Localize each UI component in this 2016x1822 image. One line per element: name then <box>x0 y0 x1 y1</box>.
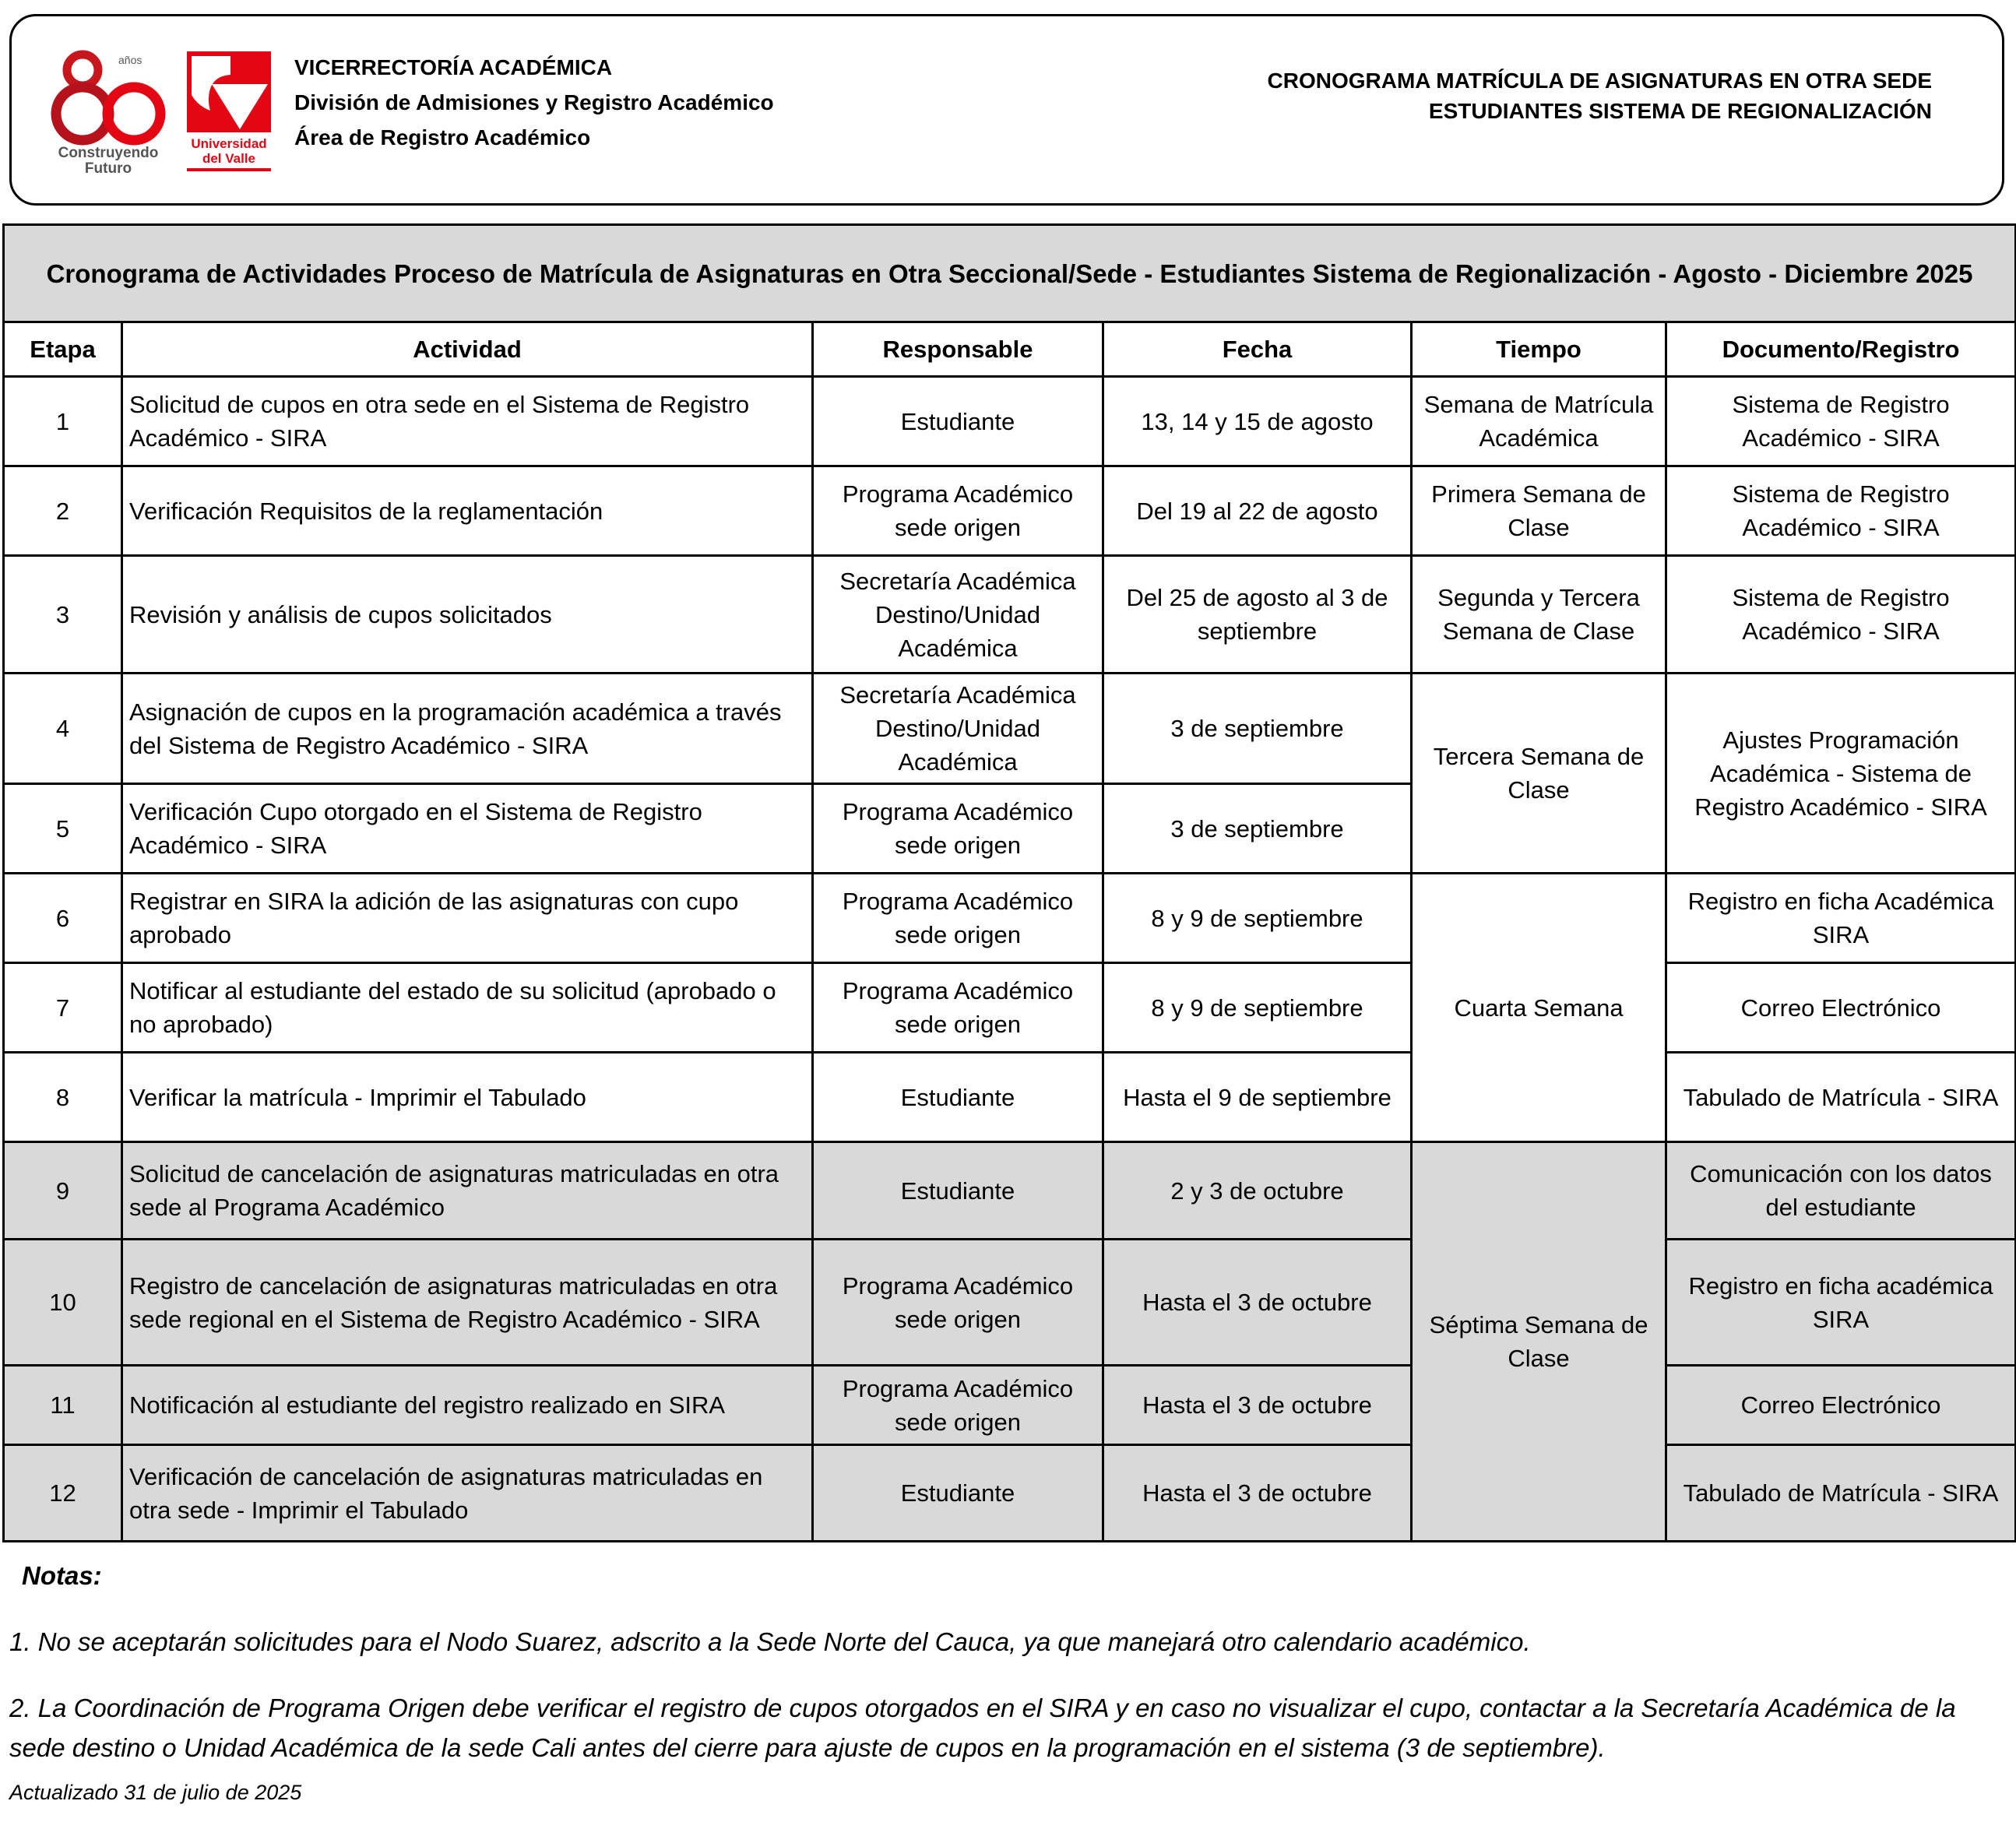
fecha-cell: Del 19 al 22 de agosto <box>1103 466 1412 556</box>
universidad-del-valle-logo <box>187 51 271 173</box>
etapa-cell: 1 <box>4 377 122 466</box>
etapa-cell: 7 <box>4 963 122 1053</box>
table-row <box>4 674 2016 784</box>
responsable-cell: Programa Académico sede origen <box>813 1240 1103 1366</box>
actividad-cell: Notificar al estudiante del estado de su solicitud (aprobado o no aprobado) <box>122 963 813 1053</box>
responsable-cell: Estudiante <box>813 1053 1103 1142</box>
logo-university-line-2: del Valle <box>202 151 256 166</box>
note-item: 1. No se aceptarán solicitudes para el Nodo Suarez, adscrito a la Sede Norte del Cauca, ya que manejará otro calendario académico. <box>9 1627 1531 1656</box>
table-row <box>4 466 2016 556</box>
last-updated-label: Actualizado 31 de julio de 2025 <box>9 1781 302 1804</box>
responsable-cell: Secretaría Académica Destino/Unidad Académica <box>813 674 1103 784</box>
notes-title: Notas: <box>22 1561 102 1590</box>
fecha-cell: Hasta el 3 de octubre <box>1103 1240 1412 1366</box>
actividad-cell: Revisión y análisis de cupos solicitados <box>122 556 813 674</box>
note-item: 2. La Coordinación de Programa Origen debe verificar el registro de cupos otorgados en el SIRA y en caso no visualizar el cupo, contactar a la Secretaría Académica de la sede destino o Unidad Académica de la sede Cali antes del cierre para ajuste de cupos en la programación en el sistema (3 de septiembre). <box>9 1694 1956 1762</box>
tiempo-cell: Semana de Matrícula Académica <box>1412 377 1666 466</box>
documento-cell: Tabulado de Matrícula - SIRA <box>1666 1053 2016 1142</box>
documento-cell: Registro en ficha Académica SIRA <box>1666 874 2016 963</box>
logo-digit-8-top <box>67 55 98 86</box>
document-title-line-2: ESTUDIANTES SISTEMA DE REGIONALIZACIÓN <box>1428 99 1932 123</box>
actividad-cell: Notificación al estudiante del registro realizado en SIRA <box>122 1366 813 1445</box>
responsable-cell: Programa Académico sede origen <box>813 874 1103 963</box>
documento-cell: Ajustes Programación Académica - Sistema de Registro Académico - SIRA <box>1666 674 2016 874</box>
tiempo-cell: Primera Semana de Clase <box>1412 466 1666 556</box>
etapa-cell: 3 <box>4 556 122 674</box>
tiempo-cell: Séptima Semana de Clase <box>1412 1142 1666 1542</box>
table-row <box>4 377 2016 466</box>
tiempo-cell: Tercera Semana de Clase <box>1412 674 1666 874</box>
fecha-cell: 8 y 9 de septiembre <box>1103 963 1412 1053</box>
etapa-cell: 9 <box>4 1142 122 1240</box>
responsable-cell: Programa Académico sede origen <box>813 1366 1103 1445</box>
documento-cell: Correo Electrónico <box>1666 963 2016 1053</box>
actividad-cell: Registrar en SIRA la adición de las asignaturas con cupo aprobado <box>122 874 813 963</box>
document-title <box>1268 65 1932 126</box>
actividad-cell: Verificación Cupo otorgado en el Sistema de Registro Académico - SIRA <box>122 784 813 874</box>
logo-tagline-1: Construyendo <box>58 145 159 161</box>
tiempo-cell: Segunda y Tercera Semana de Clase <box>1412 556 1666 674</box>
column-header-fecha: Fecha <box>1103 322 1412 377</box>
tiempo-cell: Cuarta Semana <box>1412 874 1666 1142</box>
table-row <box>4 1445 2016 1542</box>
table-row <box>4 1366 2016 1445</box>
documento-cell: Tabulado de Matrícula - SIRA <box>1666 1445 2016 1542</box>
table-row <box>4 874 2016 963</box>
fecha-cell: Hasta el 3 de octubre <box>1103 1366 1412 1445</box>
table-caption-row <box>4 225 2016 322</box>
responsable-cell: Estudiante <box>813 1142 1103 1240</box>
etapa-cell: 11 <box>4 1366 122 1445</box>
division-label: División de Admisiones y Registro Académico <box>294 90 774 114</box>
institution-block <box>294 50 774 155</box>
table-caption: Cronograma de Actividades Proceso de Matrícula de Asignaturas en Otra Seccional/Sede - Estudiantes Sistema de Regionalización - Agosto - Diciembre 2025 <box>4 225 2016 322</box>
table-header-row <box>4 322 2016 377</box>
80-years-logo <box>50 48 167 179</box>
documento-cell: Sistema de Registro Académico - SIRA <box>1666 556 2016 674</box>
etapa-cell: 12 <box>4 1445 122 1542</box>
fecha-cell: 3 de septiembre <box>1103 784 1412 874</box>
fecha-cell: 3 de septiembre <box>1103 674 1412 784</box>
column-header-responsable: Responsable <box>813 322 1103 377</box>
etapa-cell: 6 <box>4 874 122 963</box>
documento-cell: Registro en ficha académica SIRA <box>1666 1240 2016 1366</box>
table-row <box>4 556 2016 674</box>
responsable-cell: Programa Académico sede origen <box>813 466 1103 556</box>
column-header-actividad: Actividad <box>122 322 813 377</box>
etapa-cell: 10 <box>4 1240 122 1366</box>
etapa-cell: 5 <box>4 784 122 874</box>
responsable-cell: Secretaría Académica Destino/Unidad Académica <box>813 556 1103 674</box>
responsable-cell: Estudiante <box>813 377 1103 466</box>
fecha-cell: 8 y 9 de septiembre <box>1103 874 1412 963</box>
document-title-line-1: CRONOGRAMA MATRÍCULA DE ASIGNATURAS EN OTRA SEDE <box>1267 69 1932 93</box>
documento-cell: Sistema de Registro Académico - SIRA <box>1666 466 2016 556</box>
logo-university-line-1: Universidad <box>191 136 267 151</box>
responsable-cell: Estudiante <box>813 1445 1103 1542</box>
table-row <box>4 963 2016 1053</box>
area-label: Área de Registro Académico <box>294 125 591 149</box>
logo-tagline-2: Futuro <box>84 160 132 177</box>
responsable-cell: Programa Académico sede origen <box>813 963 1103 1053</box>
actividad-cell: Verificar la matrícula - Imprimir el Tabulado <box>122 1053 813 1142</box>
table-row <box>4 1053 2016 1142</box>
logo-underline <box>187 168 271 171</box>
etapa-cell: 4 <box>4 674 122 784</box>
actividad-cell: Asignación de cupos en la programación académica a través del Sistema de Registro Académico - SIRA <box>122 674 813 784</box>
fecha-cell: Del 25 de agosto al 3 de septiembre <box>1103 556 1412 674</box>
column-header-tiempo: Tiempo <box>1412 322 1666 377</box>
actividad-cell: Solicitud de cupos en otra sede en el Sistema de Registro Académico - SIRA <box>122 377 813 466</box>
table-row <box>4 1142 2016 1240</box>
logo-years-text: años <box>118 54 142 66</box>
documento-cell: Comunicación con los datos del estudiante <box>1666 1142 2016 1240</box>
schedule-table <box>2 223 2016 1542</box>
fecha-cell: Hasta el 9 de septiembre <box>1103 1053 1412 1142</box>
logo-digit-8-bottom <box>56 87 109 140</box>
column-header-documento: Documento/Registro <box>1666 322 2016 377</box>
actividad-cell: Verificación Requisitos de la reglamentación <box>122 466 813 556</box>
fecha-cell: 2 y 3 de octubre <box>1103 1142 1412 1240</box>
logo-digit-0 <box>107 87 160 140</box>
column-header-etapa: Etapa <box>4 322 122 377</box>
etapa-cell: 2 <box>4 466 122 556</box>
fecha-cell: 13, 14 y 15 de agosto <box>1103 377 1412 466</box>
documento-cell: Correo Electrónico <box>1666 1366 2016 1445</box>
actividad-cell: Registro de cancelación de asignaturas matriculadas en otra sede regional en el Sistema de Registro Académico - SIRA <box>122 1240 813 1366</box>
table-row <box>4 1240 2016 1366</box>
actividad-cell: Solicitud de cancelación de asignaturas matriculadas en otra sede al Programa Académico <box>122 1142 813 1240</box>
actividad-cell: Verificación de cancelación de asignaturas matriculadas en otra sede - Imprimir el Tabulado <box>122 1445 813 1542</box>
fecha-cell: Hasta el 3 de octubre <box>1103 1445 1412 1542</box>
responsable-cell: Programa Académico sede origen <box>813 784 1103 874</box>
etapa-cell: 8 <box>4 1053 122 1142</box>
documento-cell: Sistema de Registro Académico - SIRA <box>1666 377 2016 466</box>
vicerrectoria-label: VICERRECTORÍA ACADÉMICA <box>294 55 613 79</box>
